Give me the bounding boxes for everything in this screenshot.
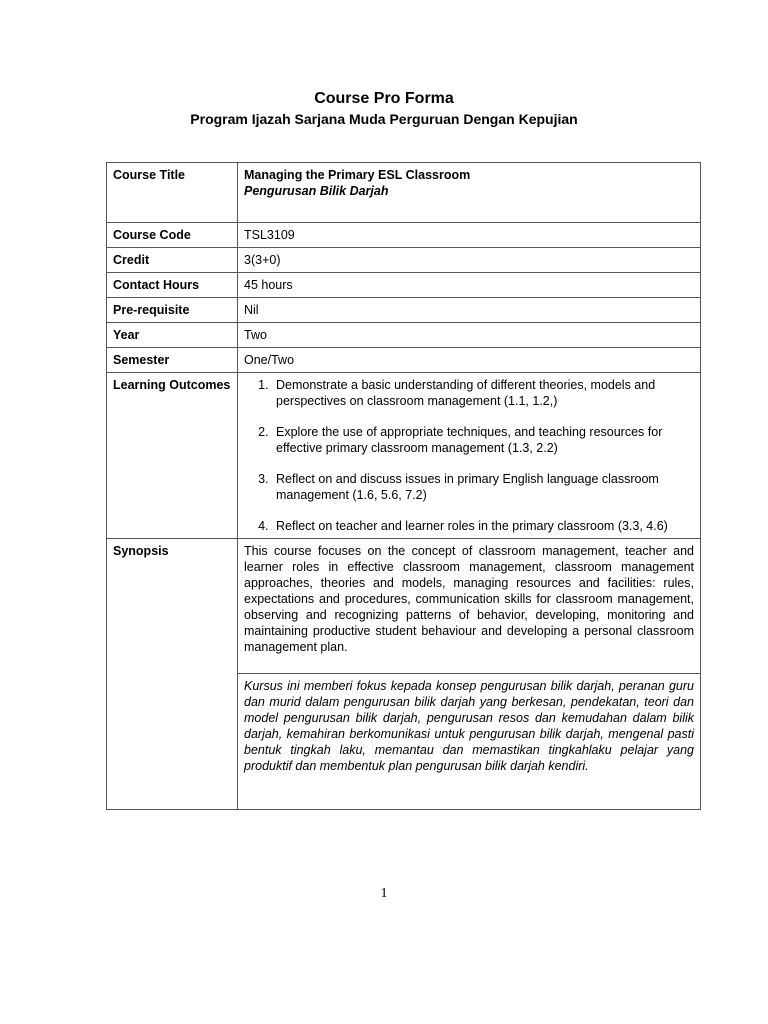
list-item: 2. Explore the use of appropriate techniques, and teaching resources for effective primary classroom management (1.3, 2.2) bbox=[272, 424, 694, 456]
page-number: 1 bbox=[380, 886, 388, 901]
value-course-title bbox=[238, 163, 701, 223]
label-contact-hours: Contact Hours bbox=[107, 273, 238, 298]
value-prerequisite: Nil bbox=[238, 298, 701, 323]
course-title-english: Managing the Primary ESL Classroom bbox=[244, 168, 471, 182]
row-year bbox=[107, 323, 701, 348]
label-course-title: Course Title bbox=[107, 163, 238, 223]
row-prerequisite bbox=[107, 298, 701, 323]
list-item: 1. Demonstrate a basic understanding of different theories, models and perspectives on classroom management (1.1, 1.2,) bbox=[272, 377, 694, 409]
label-course-code: Course Code bbox=[107, 223, 238, 248]
label-learning-outcomes: Learning Outcomes bbox=[107, 373, 238, 539]
value-semester: One/Two bbox=[238, 348, 701, 373]
list-item: 4. Reflect on teacher and learner roles in the primary classroom (3.3, 4.6) bbox=[272, 518, 694, 534]
row-credit bbox=[107, 248, 701, 273]
document-title: Course Pro Forma bbox=[314, 90, 454, 107]
synopsis-english: This course focuses on the concept of classroom management, teacher and learner roles in effective classroom management, classroom management approaches, theories and models, managing resources and facilities: rules, expectations and procedures, communication skills for classroom management, observing and recognizing patterns of behavior, developing, monitoring and maintaining productive student behaviour and developing a personal classroom management plan. bbox=[238, 539, 701, 674]
synopsis-malay: Kursus ini memberi fokus kepada konsep pengurusan bilik darjah, peranan guru dan murid dalam pengurusan bilik darjah yang berkesan, pendekatan, teori dan model pengurusan bilik darjah, pengurusan resos dan kemudahan dalam bilik darjah, kemahiran berkomunikasi untuk pengurusan bilik darjah, mengenal pasti bentuk tingkah laku, memantau dan memastikan tingkahlaku pelajar yang produktif dan membentuk plan pengurusan bilik darjah kendiri. bbox=[238, 674, 701, 810]
label-credit: Credit bbox=[107, 248, 238, 273]
list-item: 3. Reflect on and discuss issues in primary English language classroom management (1.6, 5.6, 7.2) bbox=[272, 471, 694, 503]
value-learning-outcomes bbox=[238, 373, 701, 539]
label-prerequisite: Pre-requisite bbox=[107, 298, 238, 323]
value-contact-hours: 45 hours bbox=[238, 273, 701, 298]
learning-outcomes-list bbox=[244, 377, 694, 534]
row-contact-hours bbox=[107, 273, 701, 298]
document-subtitle: Program Ijazah Sarjana Muda Perguruan Dengan Kepujian bbox=[190, 111, 578, 127]
label-semester: Semester bbox=[107, 348, 238, 373]
value-year: Two bbox=[238, 323, 701, 348]
row-synopsis bbox=[107, 539, 701, 674]
row-course-title bbox=[107, 163, 701, 223]
course-title-malay: Pengurusan Bilik Darjah bbox=[244, 184, 389, 198]
label-synopsis: Synopsis bbox=[107, 539, 238, 810]
course-info-table bbox=[106, 162, 701, 810]
label-year: Year bbox=[107, 323, 238, 348]
value-course-code: TSL3109 bbox=[238, 223, 701, 248]
row-course-code bbox=[107, 223, 701, 248]
row-learning-outcomes bbox=[107, 373, 701, 539]
row-semester bbox=[107, 348, 701, 373]
value-credit: 3(3+0) bbox=[238, 248, 701, 273]
